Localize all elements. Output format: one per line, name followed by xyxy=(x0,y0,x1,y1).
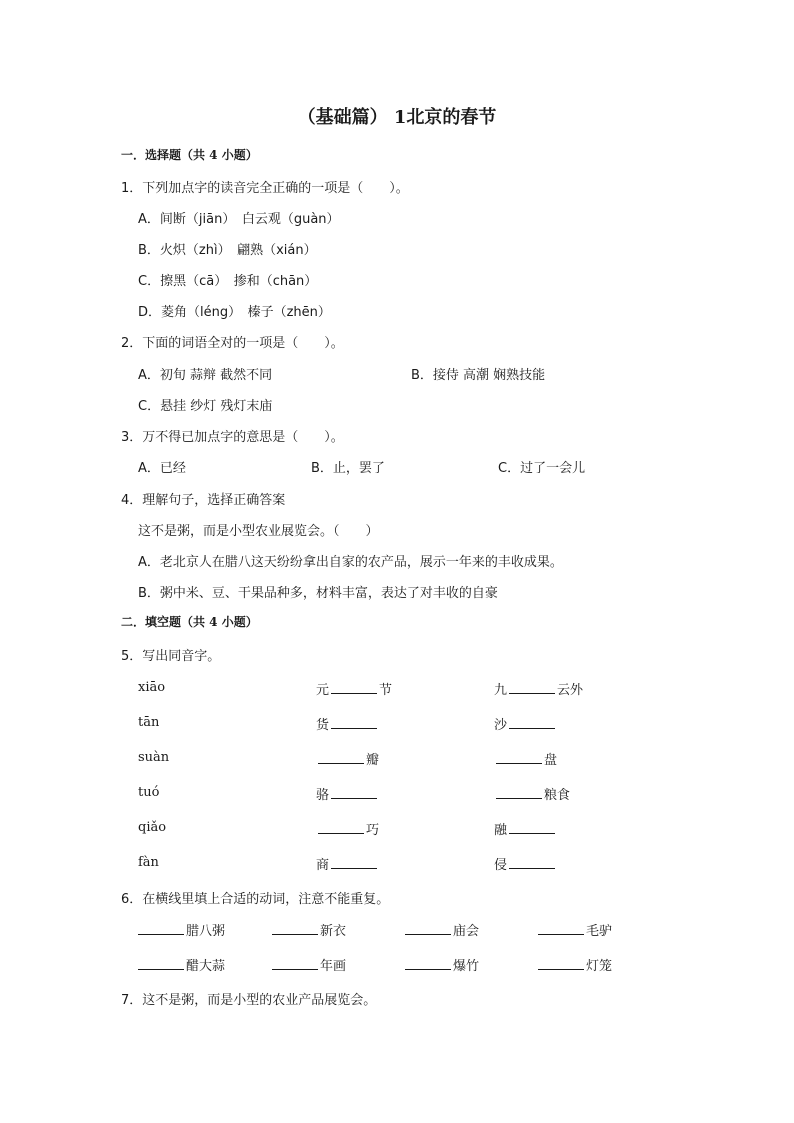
homophone-suffix: 云外 xyxy=(557,683,584,698)
verb-fill-item xyxy=(138,920,225,939)
answer-blank[interactable] xyxy=(538,922,584,935)
answer-blank[interactable] xyxy=(496,751,542,764)
pinyin-label: tān xyxy=(138,715,160,730)
answer-blank[interactable] xyxy=(331,716,377,729)
question-6-stem: 6．在横线里填上合适的动词，注意不能重复。 xyxy=(121,892,390,907)
object-word: 灯笼 xyxy=(586,959,613,974)
question-1-option-c: C．擦黑（cā） 掺和（chān） xyxy=(138,274,318,289)
question-3-option-c: C．过了一会儿 xyxy=(498,461,586,476)
answer-blank[interactable] xyxy=(272,957,318,970)
homophone-suffix: 粮食 xyxy=(544,788,571,803)
answer-blank[interactable] xyxy=(509,681,555,694)
homophone-item xyxy=(494,714,557,733)
question-4-option-b: B．粥中米、豆、干果品种多，材料丰富，表达了对丰收的自豪 xyxy=(138,586,498,601)
homophone-prefix: 元 xyxy=(316,683,330,698)
verb-fill-item xyxy=(405,920,479,939)
homophone-item xyxy=(494,679,583,698)
homophone-suffix: 节 xyxy=(379,683,393,698)
verb-fill-item xyxy=(538,955,612,974)
homophone-prefix: 九 xyxy=(494,683,508,698)
object-word: 醋大蒜 xyxy=(186,959,226,974)
homophone-prefix: 沙 xyxy=(494,718,508,733)
homophone-item xyxy=(316,679,392,698)
answer-blank[interactable] xyxy=(138,922,184,935)
question-1-stem: 1．下列加点字的读音完全正确的一项是（ ）。 xyxy=(121,181,409,196)
pinyin-label: qiǎo xyxy=(138,820,167,835)
question-7-stem: 7．这不是粥，而是小型的农业产品展览会。 xyxy=(121,993,377,1008)
answer-blank[interactable] xyxy=(331,856,377,869)
homophone-suffix: 盘 xyxy=(544,753,558,768)
pinyin-label: suàn xyxy=(138,750,170,765)
homophone-item xyxy=(494,819,557,838)
question-1-option-a: A．间断（jiān） 白云观（guàn） xyxy=(138,212,340,227)
answer-blank[interactable] xyxy=(331,786,377,799)
question-1-option-d: D．菱角（léng） 榛子（zhēn） xyxy=(138,305,331,320)
question-3-option-b: B．止，罢了 xyxy=(311,461,385,476)
question-2-stem: 2．下面的词语全对的一项是（ ）。 xyxy=(121,336,344,351)
pinyin-label: fàn xyxy=(138,855,159,870)
pinyin-label: xiāo xyxy=(138,680,166,695)
question-4-stem: 4．理解句子，选择正确答案 xyxy=(121,493,286,508)
object-word: 年画 xyxy=(320,959,347,974)
answer-blank[interactable] xyxy=(538,957,584,970)
homophone-item xyxy=(494,784,570,803)
object-word: 新衣 xyxy=(320,924,347,939)
answer-blank[interactable] xyxy=(405,957,451,970)
homophone-item xyxy=(316,784,379,803)
object-word: 毛驴 xyxy=(586,924,613,939)
homophone-suffix: 瓣 xyxy=(366,753,380,768)
answer-blank[interactable] xyxy=(509,856,555,869)
question-4-option-a: A．老北京人在腊八这天纷纷拿出自家的农产品，展示一年来的丰收成果。 xyxy=(138,555,563,570)
question-5-stem: 5．写出同音字。 xyxy=(121,649,221,664)
verb-fill-item xyxy=(538,920,612,939)
answer-blank[interactable] xyxy=(138,957,184,970)
homophone-prefix: 货 xyxy=(316,718,330,733)
question-1-option-b: B．火炽（zhì） 翩熟（xián） xyxy=(138,243,317,258)
homophone-suffix: 巧 xyxy=(366,823,380,838)
homophone-prefix: 商 xyxy=(316,858,330,873)
answer-blank[interactable] xyxy=(318,821,364,834)
object-word: 庙会 xyxy=(453,924,480,939)
verb-fill-item xyxy=(405,955,479,974)
verb-fill-item xyxy=(138,955,225,974)
verb-fill-item xyxy=(272,955,346,974)
question-3-option-a: A．已经 xyxy=(138,461,186,476)
answer-blank[interactable] xyxy=(318,751,364,764)
homophone-prefix: 融 xyxy=(494,823,508,838)
question-2-option-b: B．接侍 高潮 娴熟技能 xyxy=(411,368,546,383)
question-3-stem: 3．万不得已加点字的意思是（ ）。 xyxy=(121,430,344,445)
question-2-option-c: C．悬挂 纱灯 残灯末庙 xyxy=(138,399,273,414)
homophone-item xyxy=(494,854,557,873)
answer-blank[interactable] xyxy=(331,681,377,694)
homophone-prefix: 侵 xyxy=(494,858,508,873)
question-2-option-a: A．初旬 蒜辩 截然不同 xyxy=(138,368,273,383)
section-heading-choice: 一．选择题（共 4 小题） xyxy=(121,148,258,162)
pinyin-label: tuó xyxy=(138,785,160,800)
answer-blank[interactable] xyxy=(272,922,318,935)
answer-blank[interactable] xyxy=(509,716,555,729)
object-word: 爆竹 xyxy=(453,959,480,974)
homophone-item xyxy=(316,714,379,733)
question-4-sentence: 这不是粥，而是小型农业展览会。（ ） xyxy=(138,524,379,539)
object-word: 腊八粥 xyxy=(186,924,226,939)
answer-blank[interactable] xyxy=(496,786,542,799)
section-heading-fill: 二．填空题（共 4 小题） xyxy=(121,615,258,629)
homophone-item xyxy=(316,819,379,838)
homophone-item xyxy=(494,749,557,768)
homophone-item xyxy=(316,749,379,768)
homophone-item xyxy=(316,854,379,873)
answer-blank[interactable] xyxy=(509,821,555,834)
page-title: （基础篇） 1北京的春节 xyxy=(297,107,497,128)
answer-blank[interactable] xyxy=(405,922,451,935)
verb-fill-item xyxy=(272,920,346,939)
homophone-prefix: 骆 xyxy=(316,788,330,803)
